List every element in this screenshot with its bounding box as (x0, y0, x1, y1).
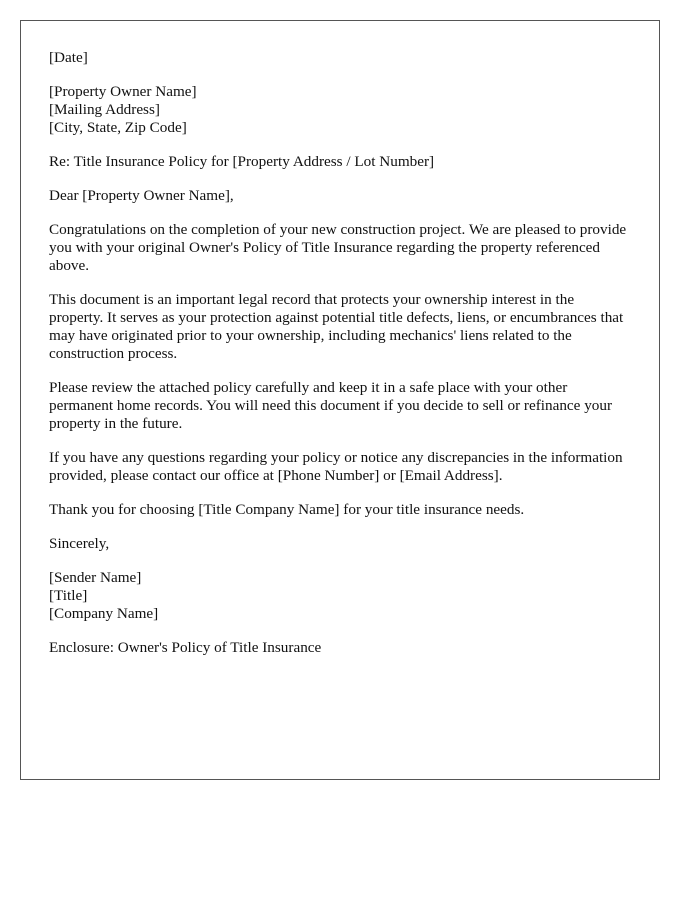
subject-line: Re: Title Insurance Policy for [Property Address / Lot Number] (49, 153, 435, 170)
salutation: Dear [Property Owner Name], (49, 187, 234, 204)
sender-signature-block (49, 569, 631, 623)
body-paragraph-4: If you have any questions regarding your policy or notice any discrepancies in the information provided, please contact our office at [Phone Number] or [Email Address]. (49, 449, 623, 484)
letter-date: [Date] (49, 49, 88, 66)
sender-company: [Company Name] (49, 605, 159, 622)
sender-name: [Sender Name] (49, 569, 142, 586)
body-paragraph-1: Congratulations on the completion of your new construction project. We are pleased to provide you with your original Owner's Policy of Title Insurance regarding the property referenced above. (49, 221, 627, 274)
recipient-mailing-address: [Mailing Address] (49, 101, 160, 118)
recipient-address-block (49, 83, 631, 137)
enclosure-line: Enclosure: Owner's Policy of Title Insurance (49, 639, 322, 656)
recipient-city-state-zip: [City, State, Zip Code] (49, 119, 187, 136)
letter-page (20, 20, 660, 780)
sender-title: [Title] (49, 587, 88, 604)
body-paragraph-2: This document is an important legal record that protects your ownership interest in the property. It serves as your protection against potential title defects, liens, or encumbrances that may have originated prior to your ownership, including mechanics' liens related to the construction process. (49, 291, 624, 362)
recipient-name: [Property Owner Name] (49, 83, 197, 100)
body-paragraph-3: Please review the attached policy carefully and keep it in a safe place with your other permanent home records. You will need this document if you decide to sell or refinance your property in the future. (49, 379, 613, 432)
closing: Sincerely, (49, 535, 110, 552)
body-paragraph-5: Thank you for choosing [Title Company Name] for your title insurance needs. (49, 501, 525, 518)
date-line (49, 49, 631, 67)
